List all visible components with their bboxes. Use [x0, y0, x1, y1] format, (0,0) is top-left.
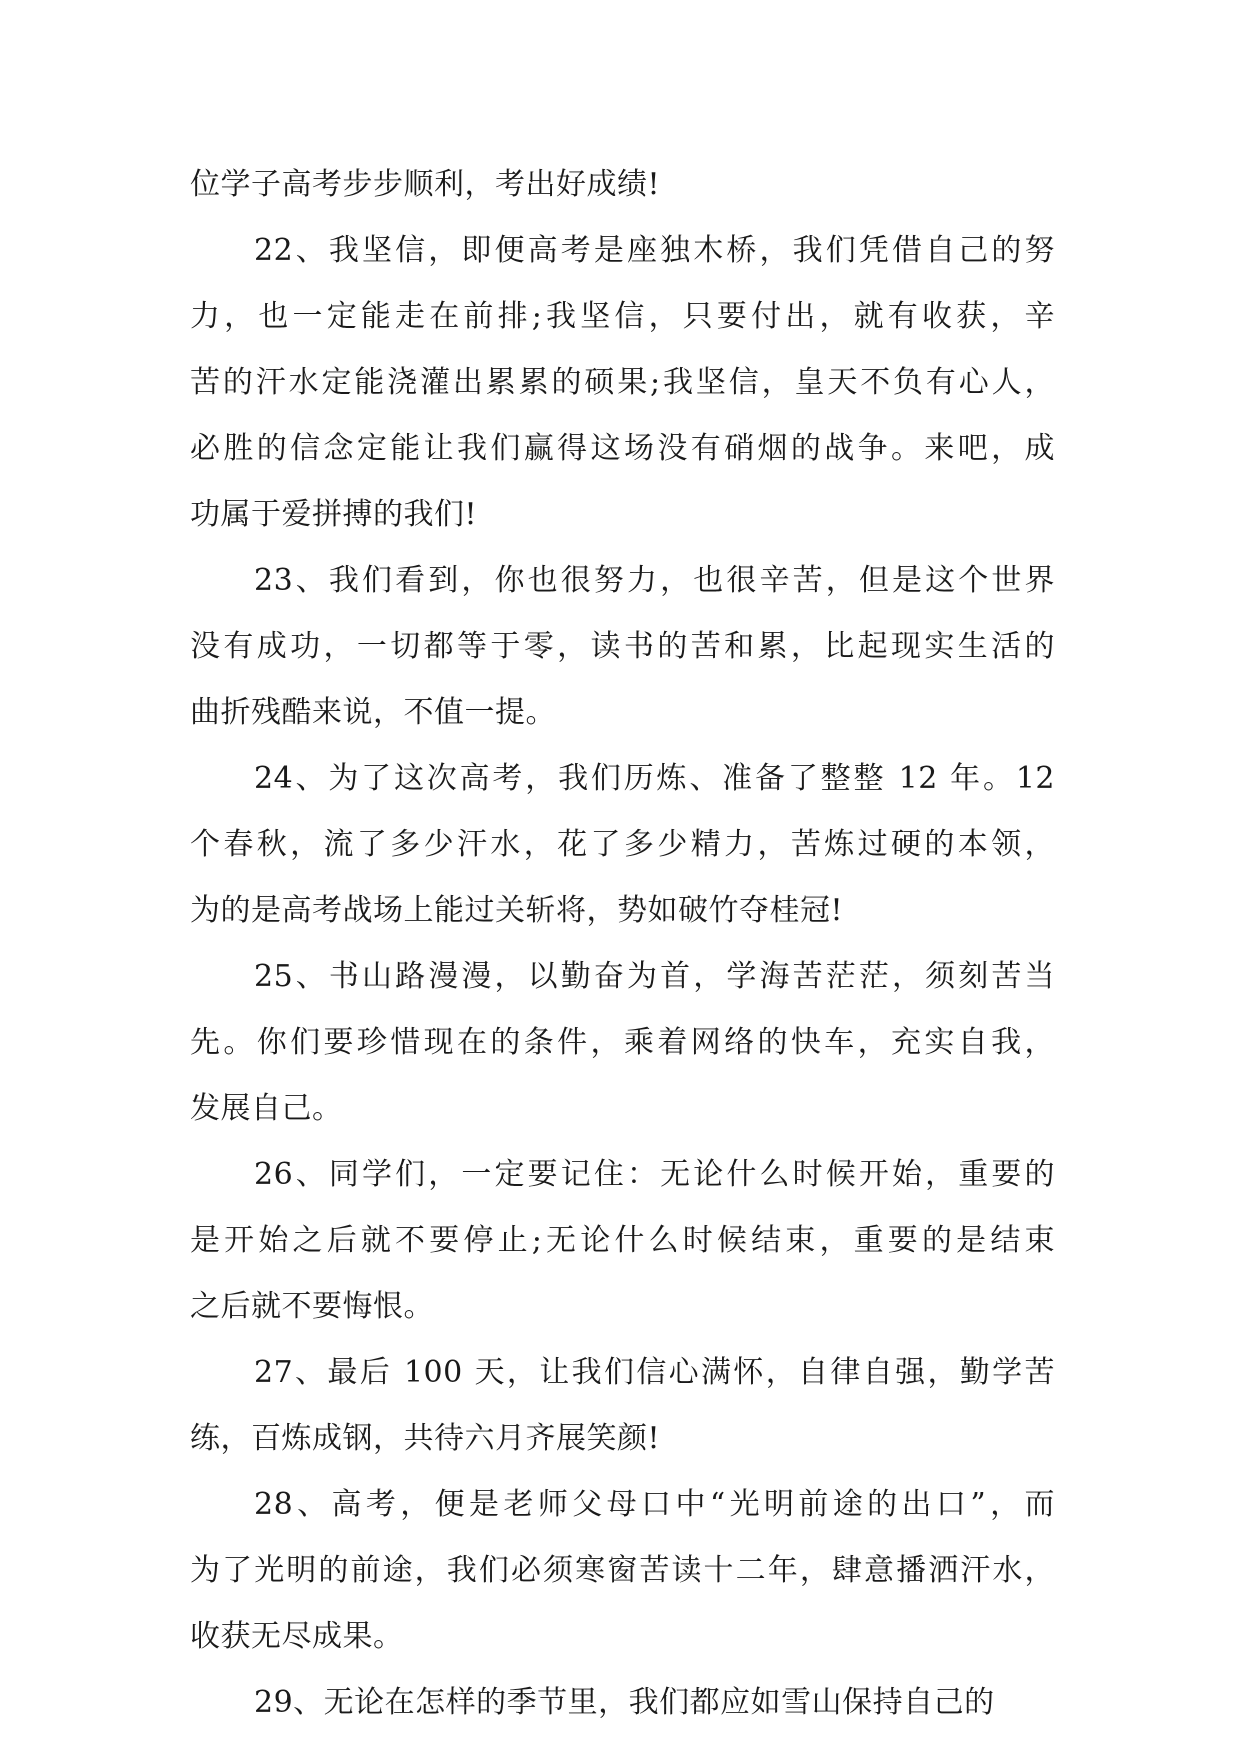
text-line: 个春秋，流了多少汗水，花了多少精力，苦炼过硬的本领， [190, 827, 1055, 862]
text-line: 位学子高考步步顺利，考出好成绩! [190, 167, 661, 202]
text-line: 22、我坚信，即便高考是座独木桥，我们凭借自己的努 [254, 233, 1055, 268]
text-line: 26、同学们，一定要记住：无论什么时候开始，重要的 [254, 1157, 1055, 1192]
text-line: 是开始之后就不要停止;无论什么时候结束，重要的是结束 [190, 1223, 1055, 1258]
text-line: 力，也一定能走在前排;我坚信，只要付出，就有收获，辛 [190, 299, 1055, 334]
text-line: 25、书山路漫漫，以勤奋为首，学海苦茫茫，须刻苦当 [254, 959, 1055, 994]
text-line: 27、最后 100 天，让我们信心满怀，自律自强，勤学苦 [254, 1355, 1055, 1390]
text-line: 为了光明的前途，我们必须寒窗苦读十二年，肆意播洒汗水， [190, 1553, 1055, 1588]
text-line: 为的是高考战场上能过关斩将，势如破竹夺桂冠! [190, 893, 844, 928]
text-line: 必胜的信念定能让我们赢得这场没有硝烟的战争。来吧，成 [190, 431, 1055, 466]
text-line: 29、无论在怎样的季节里，我们都应如雪山保持自己的 [254, 1685, 995, 1720]
text-line: 收获无尽成果。 [190, 1619, 404, 1654]
text-line: 24、为了这次高考，我们历炼、准备了整整 12 年。12 [254, 761, 1055, 796]
text-line: 发展自己。 [190, 1091, 343, 1126]
text-line: 没有成功，一切都等于零，读书的苦和累，比起现实生活的 [190, 629, 1055, 664]
text-line: 先。你们要珍惜现在的条件，乘着网络的快车，充实自我， [190, 1025, 1055, 1060]
text-line: 功属于爱拼搏的我们! [190, 497, 478, 532]
text-line: 23、我们看到，你也很努力，也很辛苦，但是这个世界 [254, 563, 1055, 598]
text-line: 28、高考，便是老师父母口中“光明前途的出口”，而 [254, 1487, 1055, 1522]
text-line: 之后就不要悔恨。 [190, 1289, 434, 1324]
text-line: 苦的汗水定能浇灌出累累的硕果;我坚信，皇天不负有心人， [190, 365, 1055, 400]
text-line: 练，百炼成钢，共待六月齐展笑颜! [190, 1421, 661, 1456]
text-line: 曲折残酷来说，不值一提。 [190, 695, 556, 730]
